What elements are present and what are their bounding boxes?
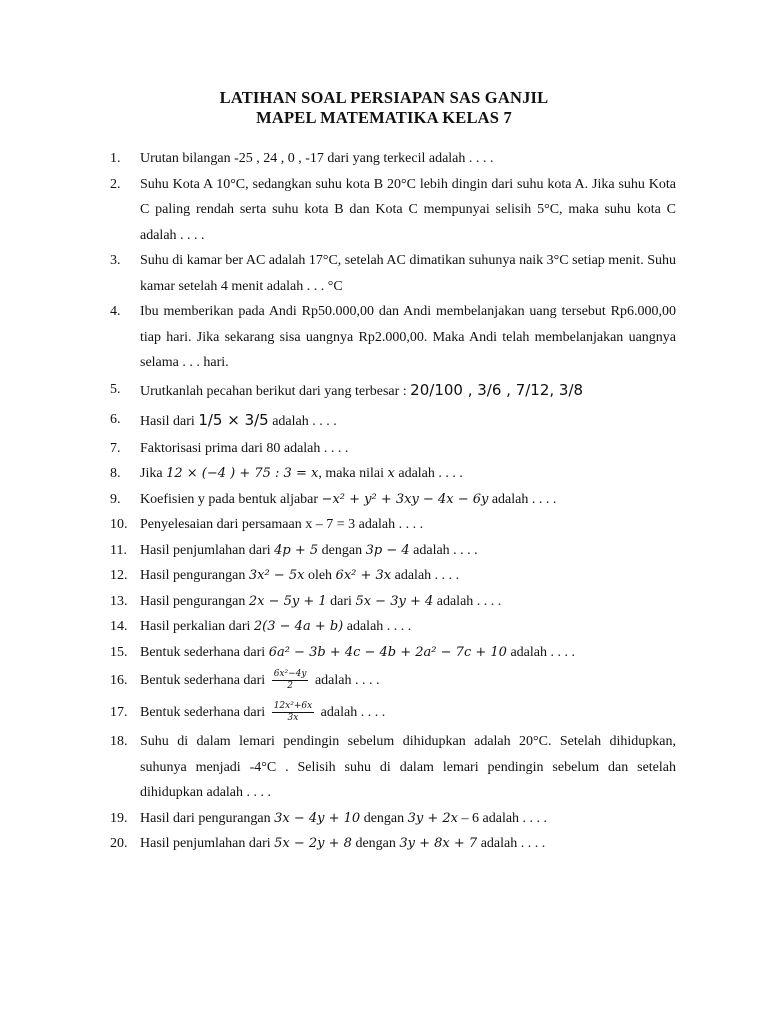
question-number: 17. [110,705,128,720]
question-text: Hasil penjumlahan dari [140,836,275,851]
question-item [110,640,676,666]
question-item [110,563,676,589]
question-number: 18. [110,734,128,749]
question-item [110,831,676,857]
question-number: 10. [110,517,128,532]
question-text-mid: dari [326,593,356,609]
math-expression: −x² + y² + 3xy − 4x − 6y [321,491,489,507]
question-text: Urutkanlah pecahan berikut dari yang terbesar : [140,383,411,399]
question-text-mid: dengan [351,836,400,851]
question-text: Bentuk sederhana dari [140,673,269,688]
question-item [110,406,676,436]
math-expression: 12 × (−4 ) + 75 : 3 = x [166,466,319,481]
question-text-tail: adalah . . . . [488,491,557,507]
question-number: 15. [110,644,128,660]
math-expression-2: 3p − 4 [365,542,410,558]
question-number: 12. [110,568,128,583]
question-item [110,248,676,299]
question-item [110,299,676,376]
question-number: 1. [110,151,121,166]
question-number: 14. [110,619,128,634]
question-item [110,436,676,462]
question-text-tail: adalah . . . . [391,568,460,583]
question-text: Ibu memberikan pada Andi Rp50.000,00 dan Andi membelanjakan uang tersebut Rp6.000,00 tiap hari. Jika sekarang sisa uangnya Rp2.000,00. Maka Andi telah membelanjakan uangnya selama . . . hari. [140,304,676,370]
fraction-numerator: 6x²−4y [273,669,307,680]
question-text: Suhu di kamar ber AC adalah 17°C, setelah AC dimatikan suhunya naik 3°C setiap menit. Suhu kamar setelah 4 menit adalah . . . °C [140,253,676,294]
question-text: Jika [140,466,167,481]
math-expression: 2x − 5y + 1 [248,593,327,609]
question-text-tail: – 6 adalah . . . . [458,810,548,826]
document-title-line1: LATIHAN SOAL PERSIAPAN SAS GANJIL [219,88,549,107]
question-text: Bentuk sederhana dari [140,644,269,660]
math-expression-2: 5x − 3y + 4 [355,593,434,609]
question-item [110,172,676,249]
question-text-tail: adalah . . . . [477,836,546,851]
fraction-denominator: 3x [287,713,299,724]
math-variable: x [387,466,395,481]
question-text: Urutan bilangan -25 , 24 , 0 , -17 dari yang terkecil adalah . . . . [140,151,494,166]
question-text-tail: adalah . . . . [268,413,337,429]
question-text-tail: adalah . . . . [433,593,502,609]
fraction-denominator: 2 [287,681,293,692]
math-expression: 5x − 2y + 8 [274,836,352,851]
question-number: 6. [110,411,121,427]
question-item [110,487,676,513]
question-text-mid: dengan [360,810,408,826]
question-text-tail: adalah . . . . [311,673,380,688]
question-number: 9. [110,491,121,507]
question-number: 4. [110,304,121,319]
question-number: 5. [110,381,121,397]
fraction-expression: 1/5 × 3/5 [198,410,269,429]
math-expression: 3x² − 5x [248,568,305,583]
question-text-tail: adalah . . . . [394,466,463,481]
question-text: Hasil dari [140,413,199,429]
question-item [110,806,676,832]
question-item [110,697,676,729]
question-item [110,512,676,538]
question-number: 13. [110,593,128,609]
document-title-line2: MAPEL MATEMATIKA KELAS 7 [256,108,512,127]
question-text: Faktorisasi prima dari 80 adalah . . . . [140,440,349,456]
question-text: Suhu Kota A 10°C, sedangkan suhu kota B 20°C lebih dingin dari suhu kota A. Jika suhu Kota C paling rendah serta suhu kota B dan Kota C mempunyai selisih 5°C, maka suhu kota C adalah . . . . [140,176,676,243]
question-text: Hasil perkalian dari [140,619,254,634]
question-text-mid: , maka nilai [318,466,388,481]
question-number: 8. [110,466,121,481]
math-expression-2: 3y + 8x + 7 [399,836,478,851]
question-number: 3. [110,253,121,268]
question-text: Hasil dari pengurangan [140,810,275,826]
question-item [110,538,676,564]
question-text-tail: adalah . . . . [409,542,478,558]
math-expression: 6a² − 3b + 4c − 4b + 2a² − 7c + 10 [268,644,507,660]
question-number: 20. [110,836,128,851]
math-expression: 4p + 5 [274,542,319,558]
question-number: 11. [110,542,127,558]
question-item [110,589,676,615]
question-item [110,665,676,697]
question-item [110,376,676,406]
math-expression-2: 3y + 2x [407,810,459,826]
math-expression: 3x − 4y + 10 [274,810,361,826]
question-text: Bentuk sederhana dari [140,705,269,720]
question-text-mid: oleh [304,568,336,583]
question-item [110,146,676,172]
question-text-tail: adalah . . . . [343,619,412,634]
math-expression-2: 6x² + 3x [335,568,392,583]
question-item [110,729,676,806]
question-number: 16. [110,673,128,688]
question-number: 19. [110,810,128,826]
question-item [110,614,676,640]
question-text: Hasil pengurangan [140,568,249,583]
question-text: Suhu di dalam lemari pendingin sebelum dihidupkan adalah 20°C. Setelah dihidupkan, suhunya menjadi -4°C . Selisih suhu di dalam lemari pendingin sebelum dan setelah dihidupkan adalah . . . . [140,734,676,800]
fraction [272,669,309,692]
math-expression: 2(3 − 4a + b) [253,619,344,634]
question-item [110,461,676,487]
question-text: Hasil penjumlahan dari [140,542,275,558]
question-text-mid: dengan [318,542,366,558]
question-text: Hasil pengurangan [140,593,249,609]
fraction-list: 20/100 , 3/6 , 7/12, 3/8 [410,380,584,399]
question-number: 7. [110,440,121,456]
question-text: Koefisien y pada bentuk aljabar [140,491,322,507]
fraction [272,701,314,724]
question-text: Penyelesaian dari persamaan x – 7 = 3 adalah . . . . [140,517,424,532]
question-text-tail: adalah . . . . [317,705,386,720]
question-text-tail: adalah . . . . [506,644,575,660]
question-number: 2. [110,176,121,192]
question-list [110,146,676,857]
fraction-numerator: 12x²+6x [273,701,313,712]
